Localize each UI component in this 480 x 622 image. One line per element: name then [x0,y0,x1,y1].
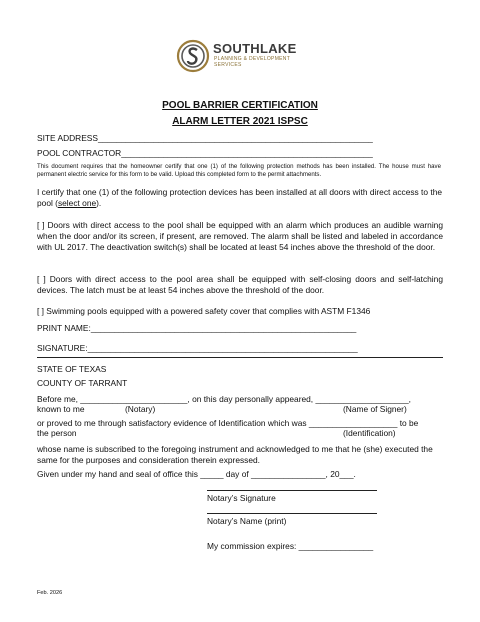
southlake-logo [176,38,326,74]
footer-date: Feb. 2026 [37,590,63,596]
notary-name-label: Notary’s Name (print) [207,516,287,526]
proved-line[interactable]: or proved to me through satisfactory evidence of Identification which was ___________________ to be [37,418,419,428]
southlake-seal-icon [176,39,210,73]
commission-expires-field[interactable]: My commission expires: ________________ [207,541,374,551]
pool-contractor-field[interactable]: POOL CONTRACTOR______________________________________________________ [37,148,373,158]
known-to-me-text: known to me [37,404,85,414]
certify-end: ). [96,198,102,208]
logo-name: SOUTHLAKE [213,41,297,56]
option-alarm[interactable]: [ ] Doors with direct access to the pool shall be equipped with an alarm which produces an audible warning when the door and/or its screen, if present, are removed. The alarm shall be listed and labeled in accordance with UL 2017. The deactivation switch(s) shall be located at least 54 inches above the threshold of the door. [37,220,443,252]
state-label: STATE OF TEXAS [37,364,107,374]
notary-name-line[interactable] [207,513,377,514]
site-address-field[interactable]: SITE ADDRESS___________________________________________________________ [37,133,373,143]
notary-signature-line[interactable] [207,490,377,491]
logo-subtitle: PLANNING & DEVELOPMENT [214,56,291,62]
identification-caption: (Identification) [343,428,396,438]
subscribed-statement: whose name is subscribed to the foregoing instrument and acknowledged to me that he (she) executed the same for the purposes and consideration therein expressed. [37,444,433,465]
the-person-text: the person [37,428,77,438]
certify-statement [37,187,443,209]
signer-caption: (Name of Signer) [343,404,407,414]
notice-text: This document requires that the homeowner certify that one (1) of the following protection methods has been installed. The house must have permanent electric service for this form to be valid. Upload this completed form to the permit attachments. [37,163,441,178]
select-one-text: select one [57,198,97,208]
certify-text: I certify that one (1) of the following protection devices has been installed at all doors with direct access to the pool ( [37,187,443,208]
document-title: POOL BARRIER CERTIFICATION [162,100,318,111]
option-safety-cover[interactable]: [ ] Swimming pools equipped with a powered safety cover that complies with ASTM F1346 [37,306,371,316]
county-label: COUNTY OF TARRANT [37,378,128,388]
print-name-field[interactable]: PRINT NAME:_________________________________________________________ [37,323,357,333]
signature-field[interactable]: SIGNATURE:__________________________________________________________ [37,343,358,353]
logo-subtitle-2: SERVICES [214,62,242,68]
given-under-hand-line[interactable]: Given under my hand and seal of office this _____ day of ________________, 20___. [37,469,356,479]
section-divider [37,357,443,358]
before-me-line[interactable]: Before me, _______________________, on this day personally appeared, ____________________, [37,394,411,404]
option-self-closing[interactable]: [ ] Doors with direct access to the pool area shall be equipped with self-closing doors and self-latching devices. The latch must be at least 54 inches above the threshold of the door. [37,274,443,295]
document-subtitle: ALARM LETTER 2021 ISPSC [172,116,308,127]
notary-caption: (Notary) [125,404,156,414]
notary-signature-label: Notary’s Signature [207,493,276,503]
